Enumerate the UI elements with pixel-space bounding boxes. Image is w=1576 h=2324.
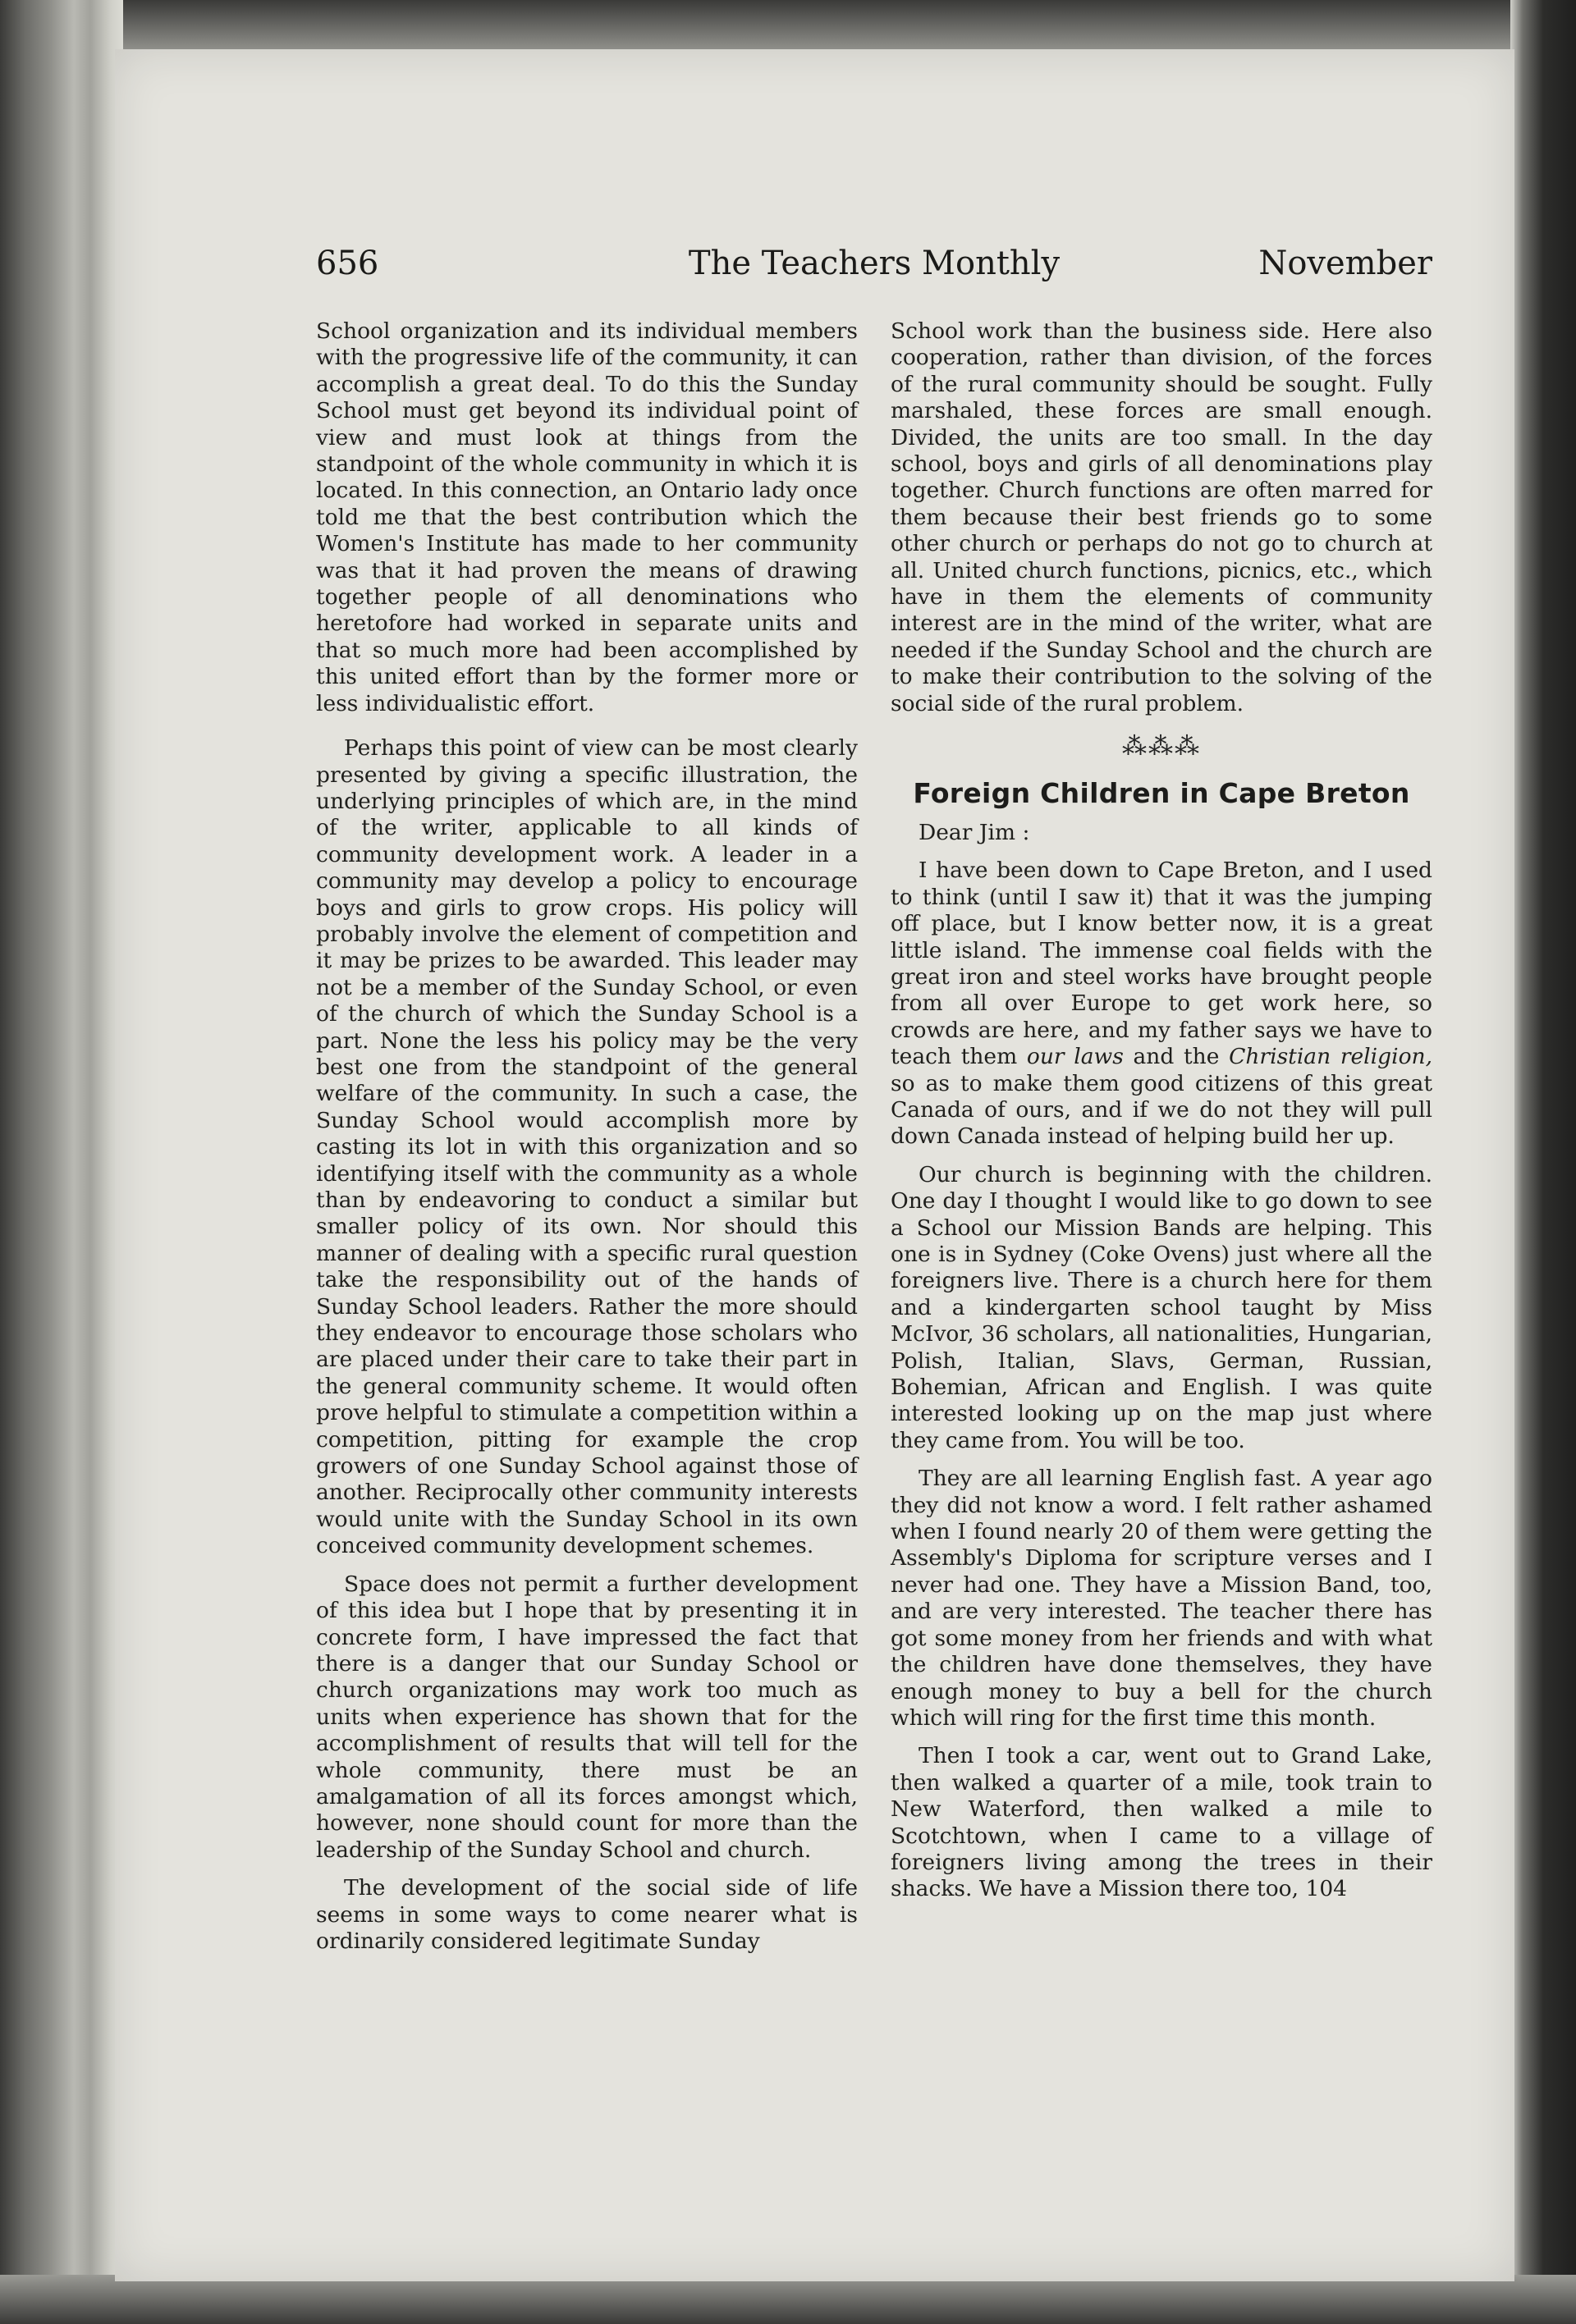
paragraph: School organization and its individual members with the progressive life of the community, it can accomplish a great deal. To do this the Sunday School must get beyond its individual point of view and must look at things from the standpoint of the whole community in which it is located. In this connection, an Ontario lady once told me that the best contribution which the Women's Institute has made to her community was that it had proven the means of drawing together people of all denominations who heretofore had worked in separate units and that so much more had been accomplished by this united effort than by the former more or less individualistic effort. <box>316 318 858 716</box>
letter-paragraph: They are all learning English fast. A year ago they did not know a word. I felt rather ashamed when I found nearly 20 of them were getting the Assembly's Diploma for scripture verses and I never had one. They have a Mission Band, too, and are very interested. The teacher there has got some money from her friends and with what the children have done themselves, they have enough money to buy a bell for the church which will ring for the first time this month. <box>891 1466 1432 1731</box>
scan-bottom-edge <box>0 2275 1576 2324</box>
letter-paragraph: Then I took a car, went out to Grand Lake, then walked a quarter of a mile, took train to New Waterford, then walked a mile to Scotchtown, when I came to a village of foreigners living among the trees in their shacks. We have a Mission there too, 104 <box>891 1743 1432 1902</box>
emphasis: our laws <box>1026 1044 1124 1070</box>
emphasis: Christian religion, <box>1229 1044 1433 1070</box>
paragraph-continuation: School work than the business side. Here also cooperation, rather than division, of the forces of the rural community should be sought. Fully marshaled, these forces are small enough. Divided, the units are too small. In the day school, boys and girls of all denominations play together. Church functions are often marred for them because their best friends go to some other church or perhaps do not go to church at all. United church functions, picnics, etc., which have in them the elements of community interest are in the mind of the writer, what are needed if the Sunday School and the church are to make their contribution to the solving of the social side of the rural problem. <box>891 318 1432 716</box>
letter-paragraph <box>891 858 1432 1150</box>
journal-title: The Teachers Monthly <box>688 245 1061 282</box>
book-page-edges-left <box>0 0 123 2324</box>
running-header <box>316 245 1432 294</box>
letter-paragraph: Our church is beginning with the children. One day I thought I would like to go down to see a School our Mission Bands are helping. This one is in Sydney (Coke Ovens) just where all the foreigners live. There is a church here for them and a kindergarten school taught by Miss McIvor, 36 scholars, all nationalities, Hungarian, Polish, Italian, Slavs, German, Russian, Bohemian, African and English. I was quite interested looking up on the map just where they came from. You will be too. <box>891 1161 1432 1453</box>
left-column <box>316 318 858 1966</box>
paragraph: The development of the social side of life seems in some ways to come nearer what is ordinarily considered legitimate Sunday <box>316 1875 858 1954</box>
book-binding-right <box>1510 0 1576 2324</box>
letter-salutation: Dear Jim : <box>919 819 1030 845</box>
paragraph: Space does not permit a further development of this idea but I hope that by presenting it in concrete form, I have impressed the fact that there is a danger that our Sunday School or church organizations may work too much as units when experience has shown that for the accomplishment of results that will tell for the whole community, there must be an amalgamation of all its forces amongst which, however, none should count for more than the leadership of the Sunday School and church. <box>316 1571 858 1863</box>
scan-top-edge <box>0 0 1576 49</box>
right-column <box>891 318 1432 1915</box>
section-ornament: ⁂⁂⁂ <box>1122 732 1201 762</box>
paragraph: Perhaps this point of view can be most clearly presented by giving a specific illustration, the underlying principles of which are, in the mind of the writer, applicable to all kinds of community development work. A leader in a community may develop a policy to encourage boys and girls to grow crops. His policy will probably involve the element of competition and it may be prizes to be awarded. This leader may not be a member of the Sunday School, or even of the church of which the Sunday School is a part. None the less his policy may be the very best one from the standpoint of the general welfare of the community. In such a case, the Sunday School would accomplish more by casting its lot in with this organization and so identifying itself with the community as a whole than by endeavoring to conduct a similar but smaller policy of its own. Nor should this manner of dealing with a specific rural question take the responsibility out of the hands of Sunday School leaders. Rather the more should they endeavor to encourage those scholars who are placed under their care to take their part in the general community scheme. It would often prove helpful to stimulate a competition within a competition, pitting for example the crop growers of one Sunday School against those of another. Reciprocally other community interests would unite with the Sunday School in its own conceived community development schemes. <box>316 735 858 1559</box>
page-number: 656 <box>316 245 379 282</box>
text-run: so as to make them good citizens of this great Canada of ours, and if we do not they will pull down Canada instead of helping build her up. <box>891 1070 1432 1150</box>
text-run: and the <box>1123 1044 1230 1070</box>
text-run: I have been down to Cape Breton, and I used to think (until I saw it) that it was the jumping off place, but I know better now, it is a great little island. The immense coal fields with the great iron and steel works have brought people from all over Europe to get work here, so crowds are here, and my father says we have to teach them <box>891 858 1432 1070</box>
article-title: Foreign Children in Cape Breton <box>913 776 1410 809</box>
issue-month: November <box>1258 245 1432 282</box>
